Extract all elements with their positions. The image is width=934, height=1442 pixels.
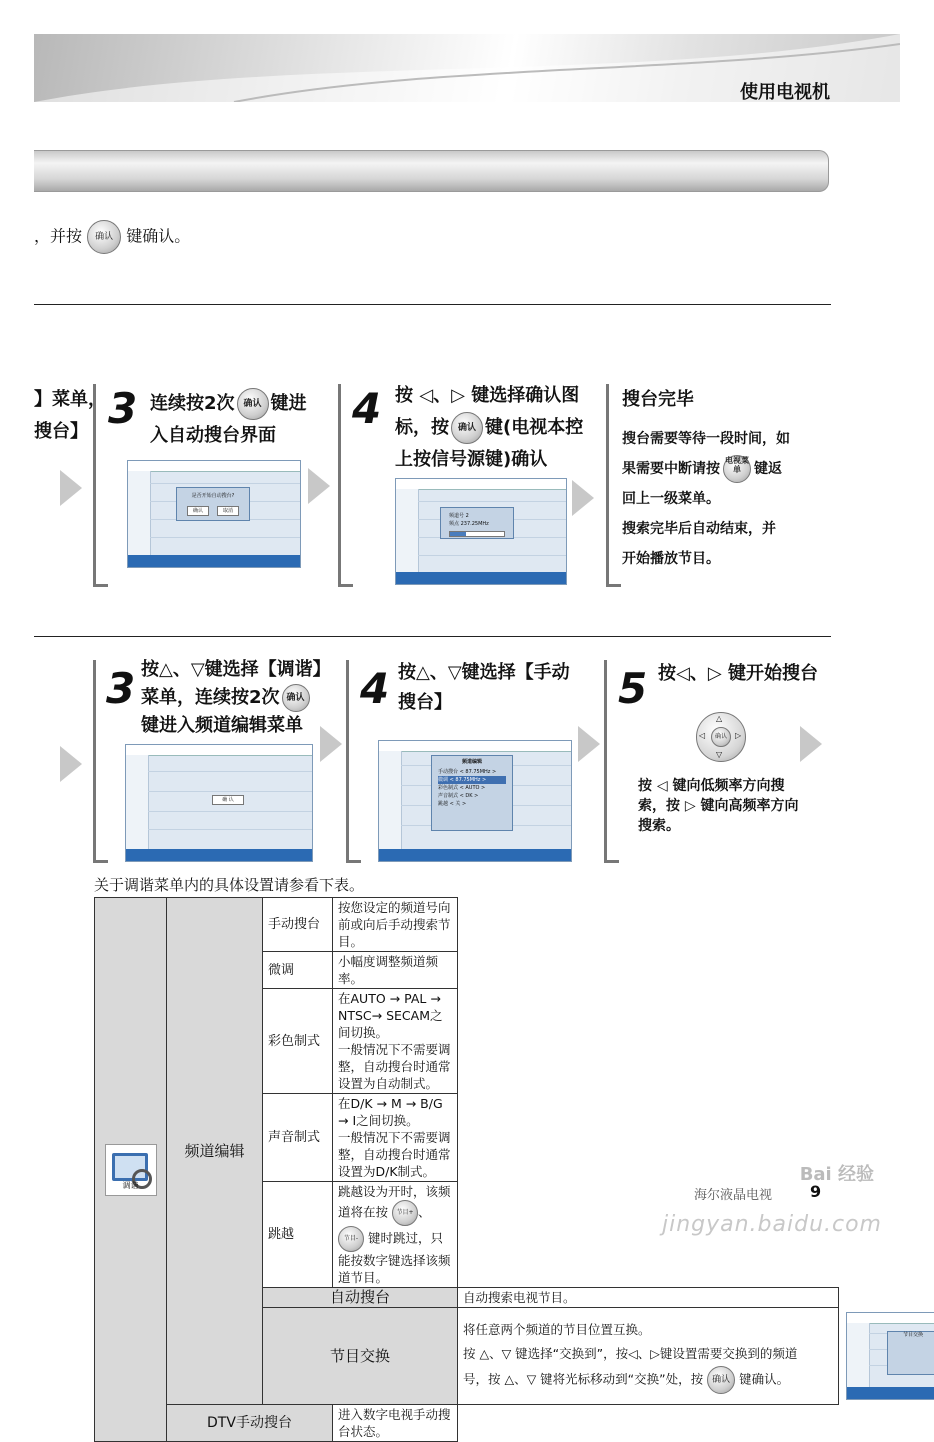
watermark-url: jingyan.baidu.com: [661, 1212, 882, 1237]
next-arrow: [572, 480, 594, 516]
dialog-question: 是否开始自动搜台?: [191, 493, 235, 499]
skip-desc-b: 键时跳过，只能按数字键选择该频道节目。: [338, 1230, 451, 1285]
row-value: 关: [455, 801, 461, 807]
desc-line2: 索，按 ▷ 键向高频率方向: [638, 798, 799, 814]
manual-step5-desc: [638, 776, 799, 836]
step-bracket: [346, 660, 361, 863]
partial-step-line2: 搜台】: [34, 421, 88, 442]
swap-desc: [458, 1308, 923, 1405]
swap-dialog-title: 节目交换: [902, 1332, 923, 1338]
setting-desc: [333, 1094, 458, 1182]
setting-desc: 按您设定的频道号向前或向后手动搜索节目。: [333, 898, 458, 952]
screen-ok-label: 确 认: [212, 795, 244, 805]
done-block: [622, 384, 790, 574]
swap-line3b: 键确认。: [739, 1371, 790, 1387]
channel-value: 2: [465, 513, 469, 519]
progress-dialog: [440, 507, 514, 539]
setting-desc: [333, 989, 458, 1094]
done-line1: 搜台需要等待一段时间，如: [622, 431, 790, 447]
manual-step5-line1: 按◁、▷ 键开始搜台: [658, 663, 818, 684]
page-number: 9: [810, 1182, 822, 1201]
manual-step3-line1: 按△、▽键选择【调谐】: [141, 659, 331, 680]
tune-icon-cell: [95, 898, 167, 1442]
manual-row: 跳越 < 关 >: [438, 801, 467, 807]
setting-desc: 自动搜索电视节目。: [458, 1288, 839, 1308]
next-arrow: [320, 726, 342, 762]
step3-line1b: 键进: [270, 393, 307, 414]
manual-row: 彩色制式 < AUTO >: [438, 785, 486, 791]
step-number: 4: [360, 664, 390, 713]
section-title: 使用电视机: [740, 82, 830, 103]
footer-brand: 海尔液晶电视: [694, 1188, 773, 1203]
step-bracket: [338, 384, 353, 587]
swap-line1: 将任意两个频道的节目位置互换。: [463, 1322, 651, 1337]
swap-dialog: [887, 1331, 934, 1375]
next-arrow: [60, 470, 82, 506]
section-bar: [34, 150, 829, 192]
done-title: 搜台完毕: [622, 389, 694, 410]
separator: 、: [418, 1204, 431, 1220]
manual-step3-text: [141, 656, 331, 740]
done-line5: 开始播放节目。: [622, 551, 720, 567]
confirm-button-icon: 确认: [711, 727, 731, 747]
step3-text: [150, 388, 307, 452]
desc-line2: 一般情况下不需要调整，自动搜台时通常设置为自动制式。: [338, 1042, 451, 1091]
partial-step-line1: 】菜单，: [34, 389, 106, 410]
manual-row: 微调 < 87.75MHz >: [438, 776, 506, 784]
done-line2a: 果需要中断请按: [622, 461, 720, 477]
watermark-logo: Bai 经验: [799, 1164, 874, 1185]
done-line4: 搜索完毕后自动结束，并: [622, 521, 776, 537]
dpad-icon: △ ▽ ◁ ▷ 确认: [696, 712, 746, 762]
next-arrow: [60, 746, 82, 782]
tv-screen-swap: [846, 1312, 934, 1400]
setting-name-swap: 节目交换: [263, 1308, 458, 1405]
next-arrow: [308, 468, 330, 504]
done-line3: 回上一级菜单。: [622, 491, 720, 507]
manual-row: 声音制式 < DK >: [438, 793, 479, 799]
manual-step3-line2a: 菜单，连续按2次: [141, 687, 280, 708]
desc-line1: 在D/K → M → B/G → I之间切换。: [338, 1096, 443, 1128]
row-value: 87.75MHz: [465, 769, 491, 775]
row-value: DK: [465, 793, 473, 799]
setting-desc: [333, 1182, 458, 1288]
manual-step4-text: [398, 658, 570, 718]
tv-screen-manual-search: [378, 740, 572, 862]
setting-name: 手动搜台: [263, 898, 333, 952]
intro-suffix: 键确认。: [126, 226, 191, 246]
tv-screen-channel-edit: [125, 744, 313, 862]
desc-line3: 搜索。: [638, 818, 680, 834]
step-number: 3: [108, 384, 138, 433]
confirm-button-icon: 确认: [451, 412, 483, 444]
row-name: 声音制式: [438, 793, 459, 799]
row-name: 微调: [438, 777, 449, 783]
setting-desc: 进入数字电视手动搜台状态。: [333, 1405, 458, 1442]
step-number: 3: [106, 664, 136, 713]
channel-edit-dialog: [431, 755, 513, 831]
skip-desc-a: 跳越设为开时，该频道将在按: [338, 1184, 451, 1220]
confirm-button-icon: 确认: [237, 388, 269, 420]
setting-name: 跳越: [263, 1182, 333, 1288]
channel-down-button-icon: 节目-: [338, 1226, 364, 1252]
manual-step4-line1: 按△、▽键选择【手动: [398, 662, 570, 683]
row-name: 彩色制式: [438, 785, 459, 791]
tune-icon: [105, 1144, 157, 1196]
desc-line1: 在AUTO → PAL → NTSC→ SECAM之间切换。: [338, 991, 443, 1040]
manual-step3-line3: 键进入频道编辑菜单: [141, 715, 303, 736]
row-name: 手动搜台: [438, 769, 459, 775]
step-number: 5: [618, 664, 648, 713]
desc-line2: 一般情况下不需要调整，自动搜台时通常设置为D/K制式。: [338, 1130, 451, 1179]
setting-name: 微调: [263, 952, 333, 989]
search-dialog: [176, 487, 250, 521]
setting-name-dtv: DTV手动搜台: [167, 1405, 333, 1442]
step4-line2b: 键(电视本控: [485, 417, 584, 438]
settings-table: [94, 897, 923, 1442]
step4-line3: 上按信号源键)确认: [395, 449, 548, 470]
done-line2b: 键返: [754, 461, 782, 477]
step-number: 4: [352, 384, 382, 433]
step-bracket: [93, 384, 108, 587]
table-caption: 关于调谐菜单内的具体设置请参看下表。: [94, 876, 365, 894]
setting-desc: 小幅度调整频道频率。: [333, 952, 458, 989]
next-arrow: [578, 726, 600, 762]
confirm-button-icon: 确认: [87, 220, 121, 254]
tv-menu-button-icon: 电视菜单: [723, 455, 751, 483]
tv-screen-auto-search: [127, 460, 301, 568]
manual-row: 手动搜台 < 87.75MHz >: [438, 769, 497, 775]
dialog-cancel-button: 取消: [217, 506, 239, 516]
row-value: AUTO: [465, 785, 480, 791]
divider-1: [34, 304, 831, 305]
step4-line1: 按 ◁、▷ 键选择确认图: [395, 385, 580, 406]
channel-up-button-icon: 节目+: [392, 1200, 418, 1226]
row-value: 87.75MHz: [455, 777, 481, 783]
freq-label: 频点: [449, 521, 460, 527]
swap-line2: 按 △、▽ 键选择“交换到”，按◁、▷键设置需要交换到的频道: [463, 1346, 798, 1361]
desc-line1: 按 ◁ 键向低频率方向搜: [638, 778, 785, 794]
confirm-button-icon: 确认: [707, 1366, 735, 1394]
step4-text: [395, 380, 583, 476]
group-channel-edit: 频道编辑: [167, 898, 263, 1405]
channel-label: 频道号: [449, 513, 465, 519]
step4-line2a: 标，按: [395, 417, 449, 438]
step3-line2: 入自动搜台界面: [150, 425, 276, 446]
intro-prefix: ，并按: [34, 226, 83, 246]
step-bracket: [604, 660, 619, 863]
swap-line3a: 号，按 △、▽ 键将光标移动到“交换”处，按: [463, 1371, 704, 1387]
dialog-title: 频道编辑: [461, 759, 482, 765]
divider-2: [34, 636, 831, 637]
setting-name: 彩色制式: [263, 989, 333, 1094]
setting-name: 声音制式: [263, 1094, 333, 1182]
freq-value: 237.25MHz: [460, 521, 489, 527]
tune-icon-label: 调谐: [122, 1180, 139, 1190]
dialog-ok-button: 确认: [187, 506, 209, 516]
setting-name-auto: 自动搜台: [263, 1288, 458, 1308]
next-arrow: [800, 726, 822, 762]
row-name: 跳越: [438, 801, 449, 807]
step3-line1: 连续按2次: [150, 393, 235, 414]
intro-line: [34, 220, 190, 254]
manual-step4-line2: 搜台】: [398, 692, 452, 713]
confirm-button-icon: 确认: [282, 684, 310, 712]
step-bracket: [606, 384, 621, 587]
tv-screen-searching: [395, 478, 567, 585]
